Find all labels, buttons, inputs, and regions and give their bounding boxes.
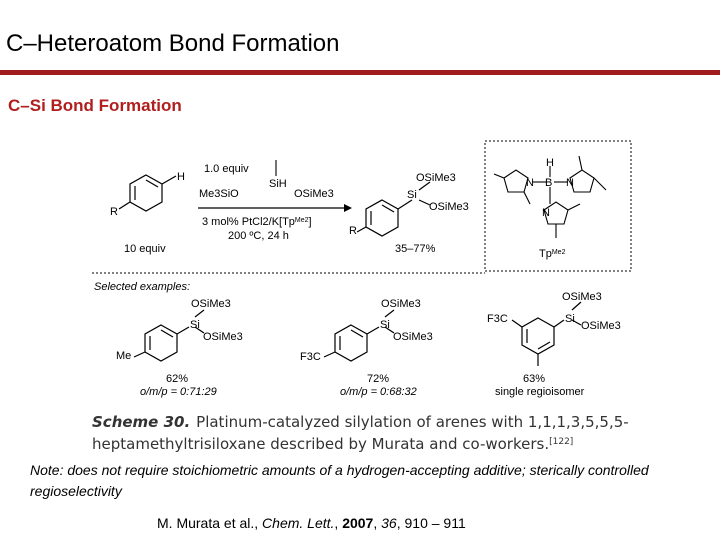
- citation-volume: 36: [381, 515, 397, 531]
- reagent-center-label: SiH: [269, 178, 287, 190]
- example-3-si: Si: [565, 313, 575, 325]
- ligand-n-bottom: N: [542, 207, 550, 219]
- temperature-label: 200 ºC, 24 h: [228, 230, 289, 242]
- product-arene: [357, 182, 430, 236]
- reaction-scheme: [86, 130, 636, 460]
- ligand-n-right: N: [566, 177, 574, 189]
- catalyst-label: 3 mol% $PtCl2/K[Tp^{Me2}]$: [202, 216, 312, 228]
- scheme-caption-line2: heptamethyltrisiloxane described by Murata and co-workers.[122]: [92, 435, 574, 453]
- citation-authors: M. Murata et al.,: [157, 515, 263, 531]
- reagent-right-label: OSiMe3: [294, 188, 334, 200]
- reagent-left-label: Me3SiO: [199, 188, 239, 200]
- product-si-label: Si: [407, 189, 417, 201]
- note-text: Note: does not require stoichiometric amounts of a hydrogen-accepting additive; sterically controlled regioselectivity: [30, 462, 649, 499]
- example-2-osime3-bottom: OSiMe3: [393, 331, 433, 343]
- example-2-si: Si: [380, 319, 390, 331]
- example-1-structure: [134, 310, 204, 361]
- example-2-osime3-top: OSiMe3: [381, 298, 421, 310]
- example-3-yield: 63%: [523, 373, 546, 385]
- product-osime3-top: OSiMe3: [416, 172, 456, 184]
- starting-arene: [119, 175, 176, 211]
- citation-year: 2007: [342, 515, 374, 531]
- example-3-structure: [512, 302, 581, 366]
- product-osime3-bottom: OSiMe3: [429, 201, 469, 213]
- example-1-si: Si: [190, 319, 200, 331]
- citation-sep1: ,: [334, 515, 343, 531]
- example-3-osime3-bottom: OSiMe3: [581, 320, 621, 332]
- example-1-substituent: Me: [116, 350, 132, 362]
- example-2-ratio: o/m/p = 0:68:32: [340, 386, 417, 398]
- example-2-structure: [324, 310, 394, 361]
- example-1-ratio: o/m/p = 0:71:29: [140, 386, 217, 398]
- arene-h-label: H: [177, 171, 185, 183]
- example-2-yield: 72%: [367, 373, 390, 385]
- arene-r-label: R: [110, 206, 118, 218]
- example-1-osime3-top: OSiMe3: [191, 298, 231, 310]
- example-3-osime3-top: OSiMe3: [562, 291, 602, 303]
- scheme-caption-line1: Scheme 30. Platinum-catalyzed silylation of arenes with 1,1,1,3,5,5,5-: [92, 413, 629, 431]
- selected-examples-label: Selected examples:: [94, 281, 190, 293]
- arrow-head: [344, 204, 352, 212]
- example-3-substituent: F3C: [487, 313, 508, 325]
- title-divider: [0, 70, 720, 75]
- example-2-substituent: F3C: [300, 351, 321, 363]
- slide-title: C–Heteroatom Bond Formation: [6, 30, 340, 57]
- example-1-osime3-bottom: OSiMe3: [203, 331, 243, 343]
- ligand-h-label: H: [546, 157, 554, 169]
- arene-equiv-label: 10 equiv: [124, 243, 166, 255]
- ligand-b-label: B: [545, 177, 553, 189]
- citation-journal: Chem. Lett.: [262, 515, 335, 531]
- citation: [157, 515, 466, 531]
- slide-subtitle: C–Si Bond Formation: [8, 96, 182, 115]
- example-1-yield: 62%: [166, 373, 189, 385]
- citation-pages: , 910 – 911: [396, 515, 466, 531]
- example-3-ratio: single regioisomer: [495, 386, 585, 398]
- product-r-label: R: [349, 225, 357, 237]
- citation-sep2: ,: [373, 515, 382, 531]
- ligand-n-left: N: [526, 177, 534, 189]
- scheme-graphic: [86, 130, 636, 460]
- yield-range-label: 35–77%: [395, 243, 436, 255]
- ligand-label: $Tp^{Me2}$: [539, 248, 566, 260]
- reagent-equiv-label: 1.0 equiv: [204, 163, 249, 175]
